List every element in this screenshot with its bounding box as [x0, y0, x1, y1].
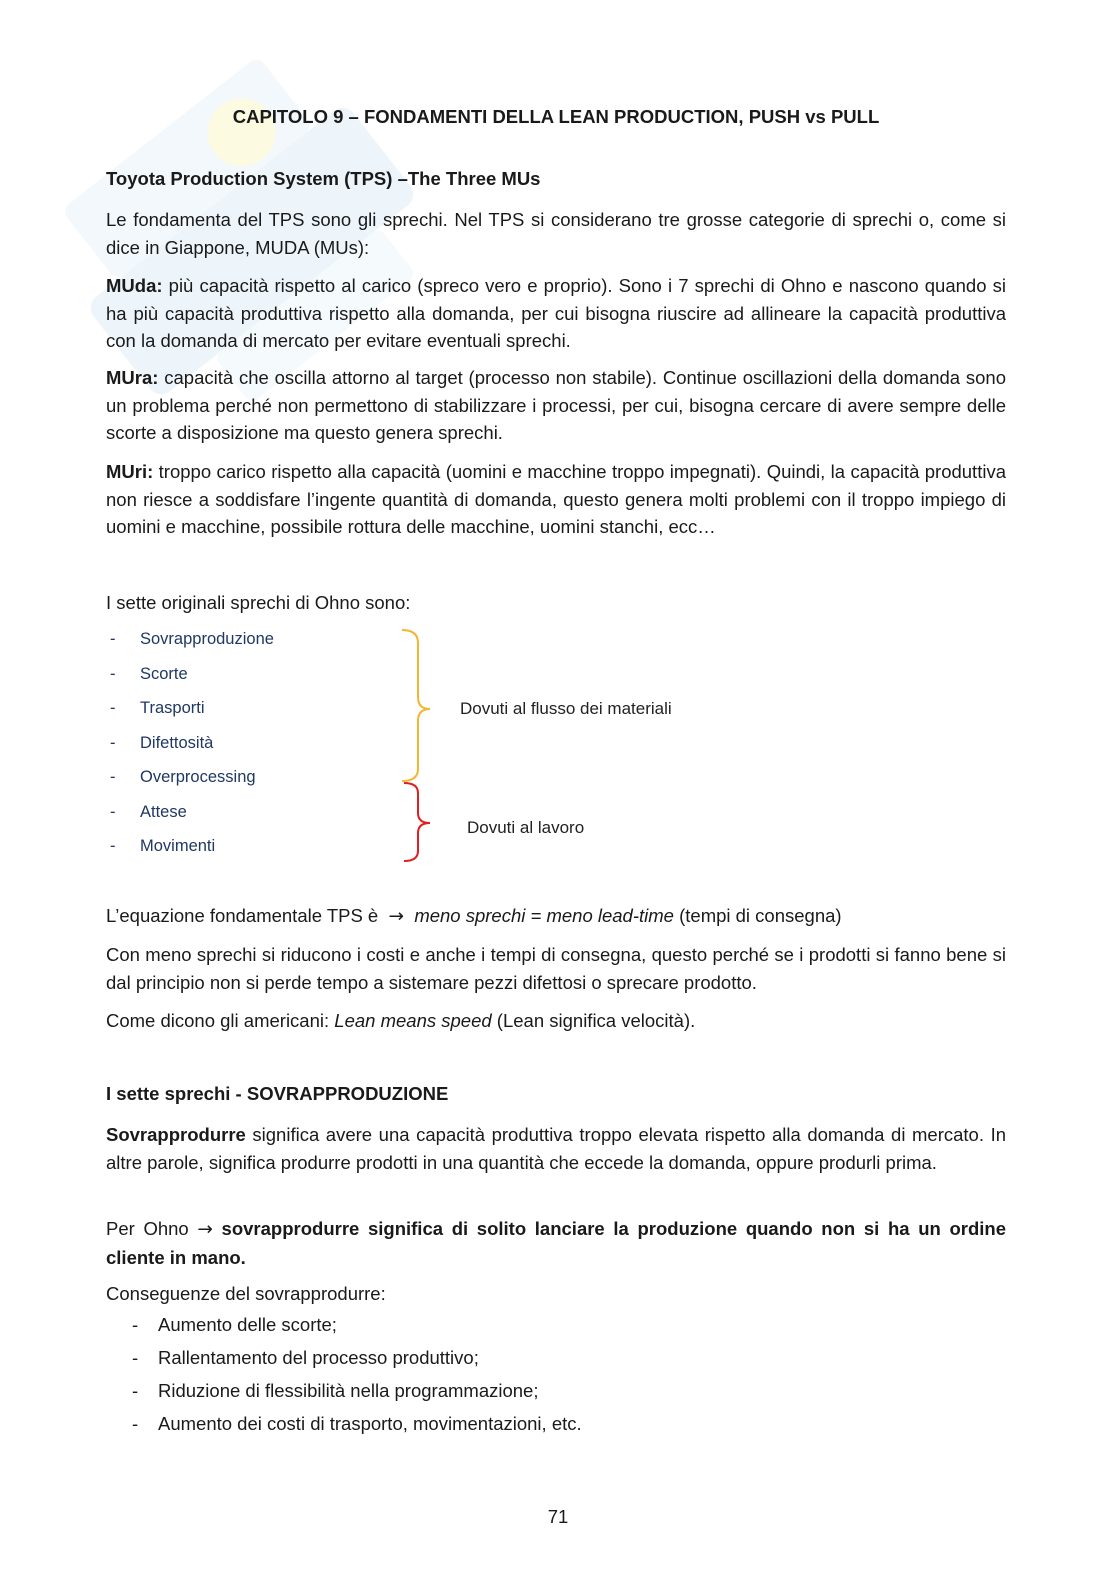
wastes-intro: I sette originali sprechi di Ohno sono:: [106, 592, 411, 613]
list-item: - Movimenti: [110, 837, 216, 855]
equation-formula: meno sprechi = meno lead-time: [414, 905, 674, 926]
consequences-intro: Conseguenze del sovrapprodurre:: [106, 1283, 386, 1304]
mura-term: MUra:: [106, 367, 159, 388]
list-item: - Sovrapproduzione: [110, 630, 274, 648]
page-number: 71: [547, 1506, 569, 1527]
list-item: - Aumento dei costi di trasporto, movimentazioni, etc.: [132, 1413, 582, 1434]
list-item: - Overprocessing: [110, 768, 256, 786]
list-item: - Difettosità: [110, 734, 214, 752]
muri-paragraph: [106, 458, 1006, 541]
muda-text: più capacità rispetto al carico (spreco vero e proprio). Sono i 7 sprechi di Ohno e nascono quando si ha più capacità produttiva rispetto alla domanda, per cui bisogna riuscire ad allineare la capacità produttiva con la domanda di mercato per evitare eventuali sprechi.: [106, 275, 1006, 351]
overproduction-definition: Sovrapprodurre significa avere una capacità produttiva troppo elevata rispetto alla domanda di mercato. In altre parole, significa produrre prodotti in una quantità che eccede la domanda, oppure produrli prima.: [106, 1124, 1006, 1173]
tps-intro-paragraph: Le fondamenta del TPS sono gli sprechi. Nel TPS si considerano tre grosse categorie di sprechi o, come si dice in Giappone, MUDA (MUs):: [106, 209, 1006, 258]
list-item: - Attese: [110, 803, 187, 821]
muda-term: MUda:: [106, 275, 163, 296]
mura-text: capacità che oscilla attorno al target (processo non stabile). Continue oscillazioni della domanda sono un problema perché non permettono di stabilizzare i processi, per cui, bisogna cercare di avere sempre delle scorte a disposizione ma questo genera sprechi.: [106, 367, 1006, 443]
lean-means-speed: Lean means speed: [334, 1010, 492, 1031]
section-heading-overproduction: I sette sprechi - SOVRAPPRODUZIONE: [106, 1083, 449, 1104]
less-waste-paragraph: Con meno sprechi si riducono i costi e anche i tempi di consegna, questo perché se i prodotti si fanno bene si dal principio non si perde tempo a sistemare pezzi difettosi o sprecare prodotto.: [106, 944, 1006, 993]
muri-term: MUri:: [106, 461, 154, 482]
americans-line: Come dicono gli americani: Lean means speed (Lean significa velocità).: [106, 1010, 696, 1031]
list-item: - Riduzione di flessibilità nella programmazione;: [132, 1380, 539, 1401]
materials-brace: [402, 630, 430, 781]
equation-line: L’equazione fondamentale TPS è → meno sprechi = meno lead-time (tempi di consegna): [106, 905, 842, 927]
list-item: - Rallentamento del processo produttivo;: [132, 1347, 479, 1368]
brace-label-work: Dovuti al lavoro: [467, 818, 585, 837]
list-item: - Scorte: [110, 665, 188, 683]
ohno-paragraph: Per Ohno → sovrapprodurre significa di solito lanciare la produzione quando non si ha un ordine cliente in mano.: [106, 1218, 1006, 1268]
brace-label-materials: Dovuti al flusso dei materiali: [460, 699, 672, 718]
mura-paragraph: [106, 364, 1006, 447]
overproduction-term: Sovrapprodurre: [106, 1124, 246, 1145]
muda-paragraph: [106, 272, 1006, 355]
section-heading-tps: Toyota Production System (TPS) –The Three MUs: [106, 168, 541, 189]
arrow-icon: →: [388, 906, 405, 927]
muri-text: troppo carico rispetto alla capacità (uomini e macchine troppo impegnati). Quindi, la capacità produttiva non riesce a soddisfare l’ingente quantità di domanda, questo genera molti problemi con il troppo impiego di uomini e macchine, possibile rottura delle macchine, uomini stanchi, ecc…: [106, 461, 1006, 537]
work-brace: [404, 783, 430, 861]
list-item: - Aumento delle scorte;: [132, 1314, 337, 1335]
chapter-title: CAPITOLO 9 – FONDAMENTI DELLA LEAN PRODUCTION, PUSH vs PULL: [232, 106, 880, 127]
braces-graphic: [396, 625, 446, 870]
arrow-icon: →: [197, 1219, 213, 1240]
list-item: - Trasporti: [110, 699, 205, 717]
